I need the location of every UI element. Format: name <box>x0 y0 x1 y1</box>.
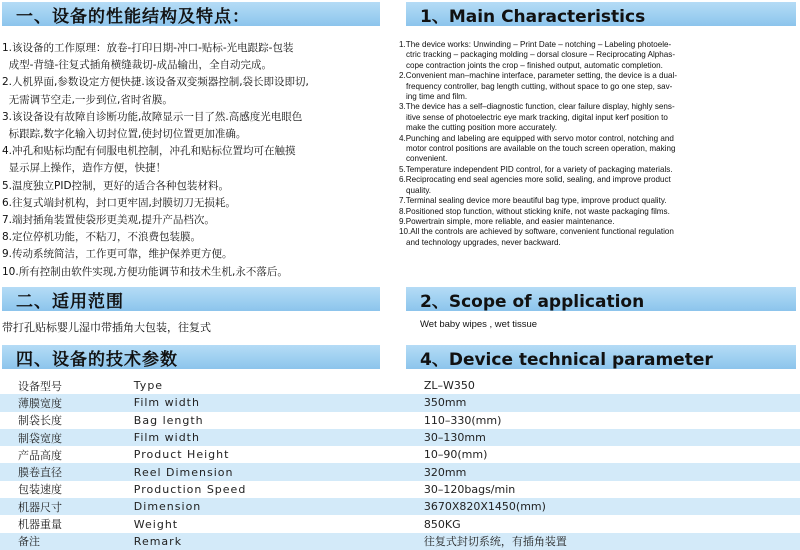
spec-value: 320mm <box>423 465 467 479</box>
spec-table <box>0 377 800 550</box>
cn-feature-line: 标跟踪,数字化输入切封位置,使封切位置更加准确。 <box>2 128 247 141</box>
cn-scope-header: 二、适用范围 <box>2 287 380 311</box>
en-feature-line: motor control positions are available on the touch screen operation, making <box>406 144 676 154</box>
spec-value: 110–330(mm) <box>423 413 502 427</box>
spec-cn-label: 备注 <box>18 535 40 549</box>
cn-feature-line: 9.传动系统简洁，工作更可靠，维护保养更方便。 <box>2 248 233 261</box>
cn-features-header: 一、设备的性能结构及特点： <box>2 2 380 26</box>
cn-feature-line: 10.所有控制由软件实现,方便功能调节和技术生机,永不落后。 <box>2 265 288 278</box>
cn-scope-text: 带打孔贴标婴儿湿巾带插角大包装，往复式 <box>2 321 211 334</box>
spec-value: 350mm <box>423 396 467 410</box>
spec-cn-label: 制袋长度 <box>18 414 62 428</box>
spec-cn-label: 产品高度 <box>18 448 62 462</box>
spec-row <box>0 463 800 480</box>
en-feature-line: 8.Positioned stop function, without sticking knife, not waste packaging films. <box>399 206 670 216</box>
cn-feature-line: 2.人机界面,参数设定方便快捷.该设备双变频器控制,袋长即设即切, <box>2 76 309 89</box>
spec-row <box>0 515 800 532</box>
en-features-header: 1、Main Characteristics <box>406 2 796 26</box>
cn-feature-line: 5.温度独立PID控制，更好的适合各种包装材料。 <box>2 179 230 192</box>
spec-en-label: Production Speed <box>133 482 247 496</box>
en-feature-line: ing time and film. <box>406 92 468 102</box>
cn-feature-line: 8.定位停机功能，不粘刀，不浪费包装膜。 <box>2 231 202 244</box>
spec-row <box>0 498 800 515</box>
spec-cn-label: 膜卷直径 <box>18 466 62 480</box>
spec-value: 往复式封切系统，有插角装置 <box>423 535 567 549</box>
spec-row <box>0 394 800 411</box>
spec-en-label: Reel Dimension <box>133 465 234 479</box>
spec-value: 30–130mm <box>423 431 486 445</box>
en-feature-line: 7.Terminal sealing device more beautiful bag type, improve product quality. <box>399 196 667 206</box>
spec-cn-label: 机器尺寸 <box>18 500 62 514</box>
cn-features-list <box>2 40 382 281</box>
spec-row <box>0 377 800 394</box>
spec-row <box>0 533 800 550</box>
spec-value: 850KG <box>423 517 461 531</box>
spec-row <box>0 412 800 429</box>
spec-en-label: Product Height <box>133 448 230 462</box>
en-feature-line: itive sense of photoelectric eye mark tracking, digital input kerf position to <box>406 112 668 122</box>
cn-params-header: 四、设备的技术参数 <box>2 345 380 369</box>
spec-row <box>0 481 800 498</box>
cn-feature-line: 显示屏上操作，造作方便，快捷！ <box>2 162 167 175</box>
en-feature-line: 9.Powertrain simple, more reliable, and easier maintenance. <box>399 216 615 226</box>
cn-feature-line: 7.端封插角装置使袋形更美观,提升产品档次。 <box>2 214 215 227</box>
spec-value: 3670X820X1450(mm) <box>423 500 546 514</box>
en-feature-line: frequency controller, bag length cutting, without space to go one step, sav- <box>406 81 673 91</box>
spec-value: 30–120bags/min <box>423 482 516 496</box>
spec-value: 10–90(mm) <box>423 448 488 462</box>
en-scope-text: Wet baby wipes , wet tissue <box>420 319 538 330</box>
spec-cn-label: 机器重量 <box>18 518 62 532</box>
en-features-list <box>399 40 799 248</box>
spec-value: ZL–W350 <box>423 379 475 393</box>
cn-feature-line: 成型-背缝-往复式插角横缝裁切-成品输出，全自动完成。 <box>2 59 273 72</box>
spec-row <box>0 429 800 446</box>
spec-en-label: Film width <box>133 396 200 410</box>
spec-en-label: Bag length <box>133 413 204 427</box>
en-feature-line: convenient. <box>406 154 448 164</box>
spec-en-label: Type <box>133 379 164 393</box>
spec-row <box>0 446 800 463</box>
en-feature-line: quality. <box>406 185 432 195</box>
en-scope-header: 2、Scope of application <box>406 287 796 311</box>
spec-en-label: Dimension <box>133 500 202 514</box>
spec-cn-label: 制袋宽度 <box>18 431 62 445</box>
en-params-header: 4、Device technical parameter <box>406 345 796 369</box>
en-feature-line: ctric tracking – packaging molding – dorsal closure – Reciprocating Alphas- <box>406 50 676 60</box>
en-feature-line: 10.All the controls are achieved by software, convenient functional regulation <box>399 227 674 237</box>
spec-cn-label: 薄膜宽度 <box>18 396 62 410</box>
en-feature-line: 6.Reciprocating end seal agencies more solid, sealing, and improve product <box>399 175 671 185</box>
en-feature-line: 4.Punching and labeling are equipped with servo motor control, notching and <box>399 133 674 143</box>
spec-en-label: Film width <box>133 431 200 445</box>
spec-cn-label: 设备型号 <box>18 379 62 393</box>
spec-cn-label: 包装速度 <box>18 483 62 497</box>
spec-en-label: Remark <box>133 534 183 548</box>
en-feature-line: 5.Temperature independent PID control, for a variety of packaging materials. <box>399 164 673 174</box>
cn-feature-line: 无需调节空走,一步到位,省时省膜。 <box>2 93 173 106</box>
en-feature-line: 2.Convenient man–machine interface, parameter setting, the device is a dual- <box>399 71 678 81</box>
spec-en-label: Weight <box>133 517 179 531</box>
en-feature-line: and technology upgrades, never backward. <box>406 237 561 247</box>
cn-feature-line: 4.冲孔和贴标均配有伺服电机控制，冲孔和贴标位置均可在触摸 <box>2 145 296 158</box>
en-feature-line: cope contraction joints the crop – finished output, automatic completion. <box>406 60 663 70</box>
en-feature-line: 1.The device works: Unwinding – Print Date – notching – Labeling photoele- <box>399 40 672 49</box>
cn-feature-line: 6.往复式端封机构，封口更牢固,封膜切刀无损耗。 <box>2 196 236 209</box>
en-feature-line: 3.The device has a self–diagnostic function, clear failure display, highly sens- <box>399 102 675 112</box>
cn-feature-line: 3.该设备设有故障自诊断功能,故障显示一目了然.高感度光电眼色 <box>2 110 303 123</box>
en-feature-line: make the cutting position more accurately. <box>406 123 558 133</box>
cn-feature-line: 1.该设备的工作原理：放卷-打印日期-冲口-贴标-光电跟踪-包装 <box>2 42 294 54</box>
